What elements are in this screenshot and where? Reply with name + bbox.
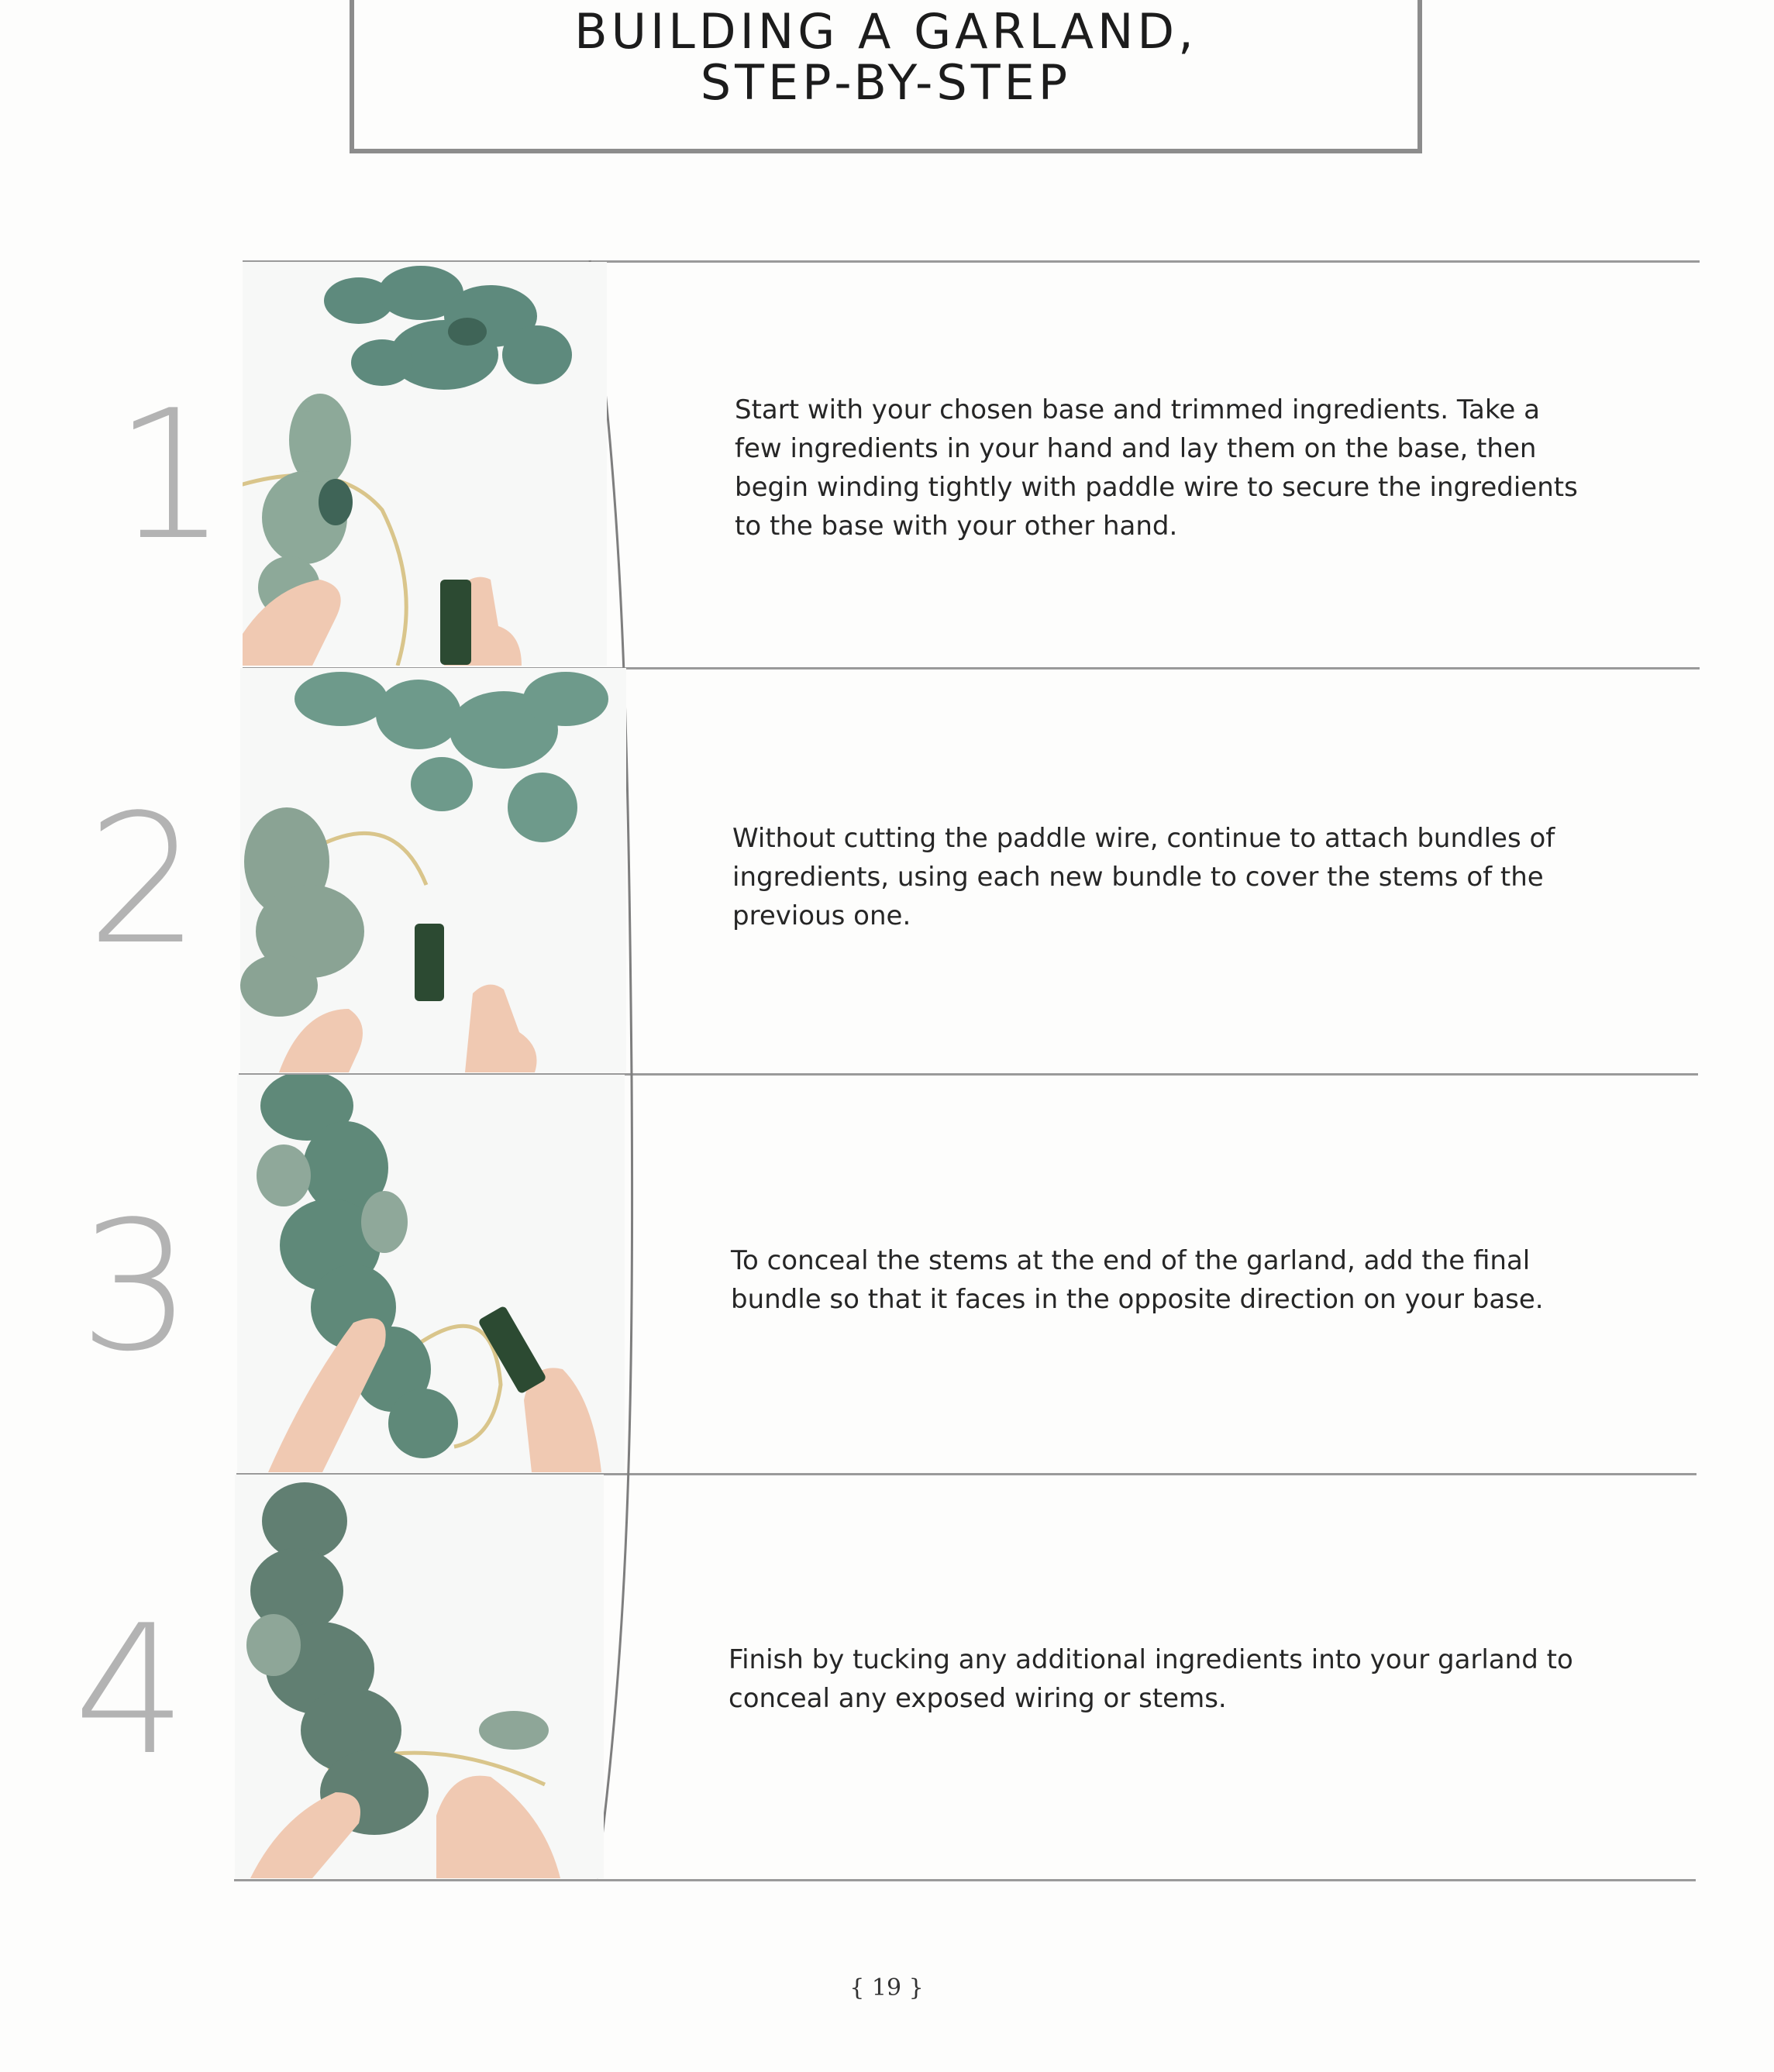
step-3-photo	[237, 1075, 625, 1472]
step-4-photo	[235, 1475, 604, 1878]
step-4-text: Finish by tucking any additional ingredients into your garland to conceal any exposed wiring or stems.	[729, 1644, 1573, 1714]
step-number-3: 3	[78, 1184, 193, 1391]
step-number-1: 1	[113, 373, 228, 580]
step-3-illustration	[237, 1075, 625, 1472]
divider-bottom	[234, 1879, 1696, 1881]
step-3-text: To conceal the stems at the end of the garland, add the final bundle so that it faces in the opposite direction on your base.	[731, 1245, 1544, 1315]
page-number: { 19 }	[849, 1974, 924, 2001]
step-number-2: 2	[86, 777, 201, 984]
step-1-photo	[243, 262, 607, 666]
page-title-line-1: BUILDING A GARLAND,	[574, 3, 1197, 60]
step-2-text: Without cutting the paddle wire, continue to attach bundles of ingredients, using each new bundle to cover the stems of the previous one.	[732, 823, 1555, 931]
page-title-line-2: STEP-BY-STEP	[700, 54, 1072, 111]
step-number-4: 4	[73, 1588, 188, 1795]
step-2-illustration	[240, 668, 626, 1072]
step-1-text: Start with your chosen base and trimmed ingredients. Take a few ingredients in your hand and lay them on the base, then begin winding tightly with paddle wire to secure the ingredients to the base with your other hand.	[735, 394, 1578, 542]
step-2-photo	[240, 668, 626, 1072]
step-1-illustration	[243, 262, 607, 666]
step-4-illustration	[235, 1475, 604, 1878]
title-box	[350, 0, 1422, 153]
